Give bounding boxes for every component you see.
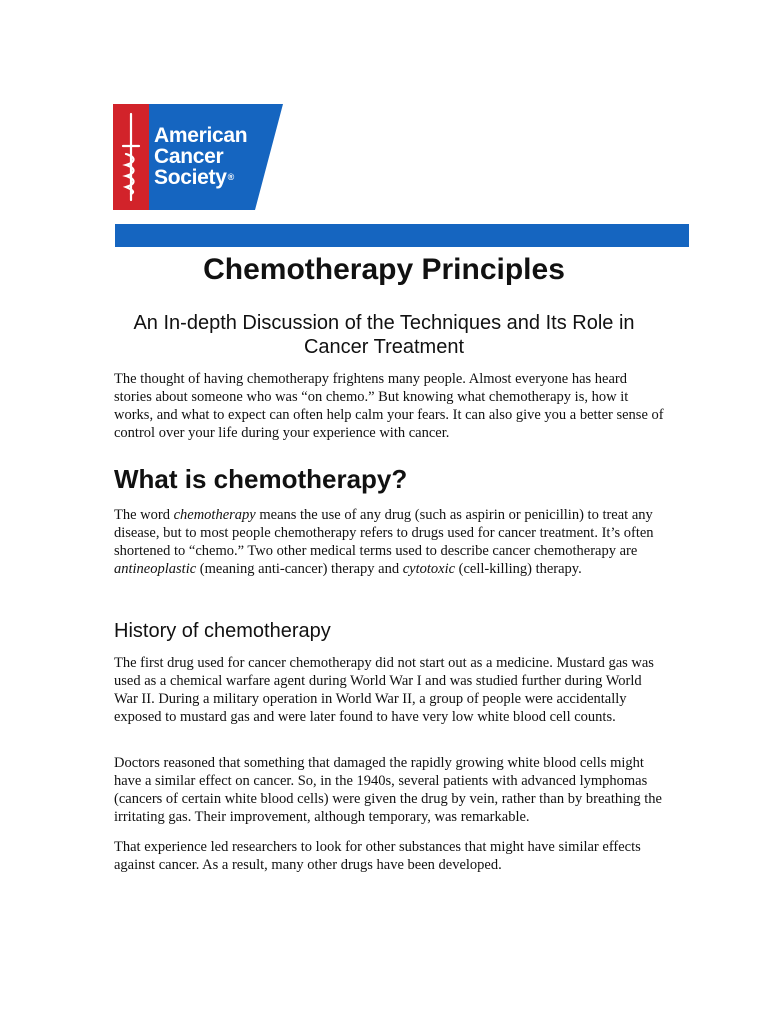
text-run: (cell-killing) therapy. [455, 561, 582, 577]
text-run: (meaning anti-cancer) therapy and [196, 561, 403, 577]
history-paragraph-2: Doctors reasoned that something that damaged the rapidly growing white blood cells might have a similar effect on cancer. So, in the 1940s, several patients with advanced lymphomas (cancers of certain white blood cells) were given the drug by vein, rather than by breathing the irritating gas. Their improvement, although temporary, was remarkable. [114, 755, 662, 825]
text-run: The word [114, 507, 174, 523]
section-heading-history: History of chemotherapy [114, 620, 331, 642]
logo-wordmark [154, 125, 247, 188]
logo-line-1: American [154, 124, 248, 147]
registered-mark: ® [227, 172, 234, 182]
header-divider-bar [115, 224, 689, 247]
definition-paragraph [114, 506, 664, 578]
history-paragraph-3: That experience led researchers to look for other substances that might have similar effects against cancer. As a result, many other drugs have been developed. [114, 839, 641, 873]
term-cytotoxic: cytotoxic [402, 561, 456, 577]
history-paragraph-1: The first drug used for cancer chemotherapy did not start out as a medicine. Mustard gas was used as a chemical warfare agent during World War I and was studied further during World War II. During a military operation in World War II, a group of people were accidentally exposed to mustard gas and were later found to have very low white blood cell counts. [114, 655, 654, 725]
acs-logo [113, 104, 283, 210]
logo-line-3-text: Society [154, 166, 227, 189]
term-chemotherapy: chemotherapy [173, 507, 256, 523]
document-subtitle: An In-depth Discussion of the Techniques and Its Role in Cancer Treatment [133, 312, 635, 358]
logo-line-2: Cancer [154, 145, 224, 168]
document-title: Chemotherapy Principles [203, 253, 565, 286]
section-heading-what-is-chemotherapy: What is chemotherapy? [114, 464, 408, 494]
term-antineoplastic: antineoplastic [114, 561, 197, 577]
text-run: means the use of any drug (such as aspirin or penicillin) to treat any disease, but to most people chemotherapy refers to drugs used for cancer treatment. It’s often shortened to “chemo.” Two other medical terms used to describe cancer chemotherapy are [114, 507, 654, 559]
logo-line-3 [154, 167, 247, 188]
intro-paragraph: The thought of having chemotherapy frightens many people. Almost everyone has heard stories about someone who was “on chemo.” But knowing what chemotherapy is, how it works, and what to expect can often help calm your fears. It can also give you a better sense of control over your life during your experience with cancer. [114, 371, 664, 441]
